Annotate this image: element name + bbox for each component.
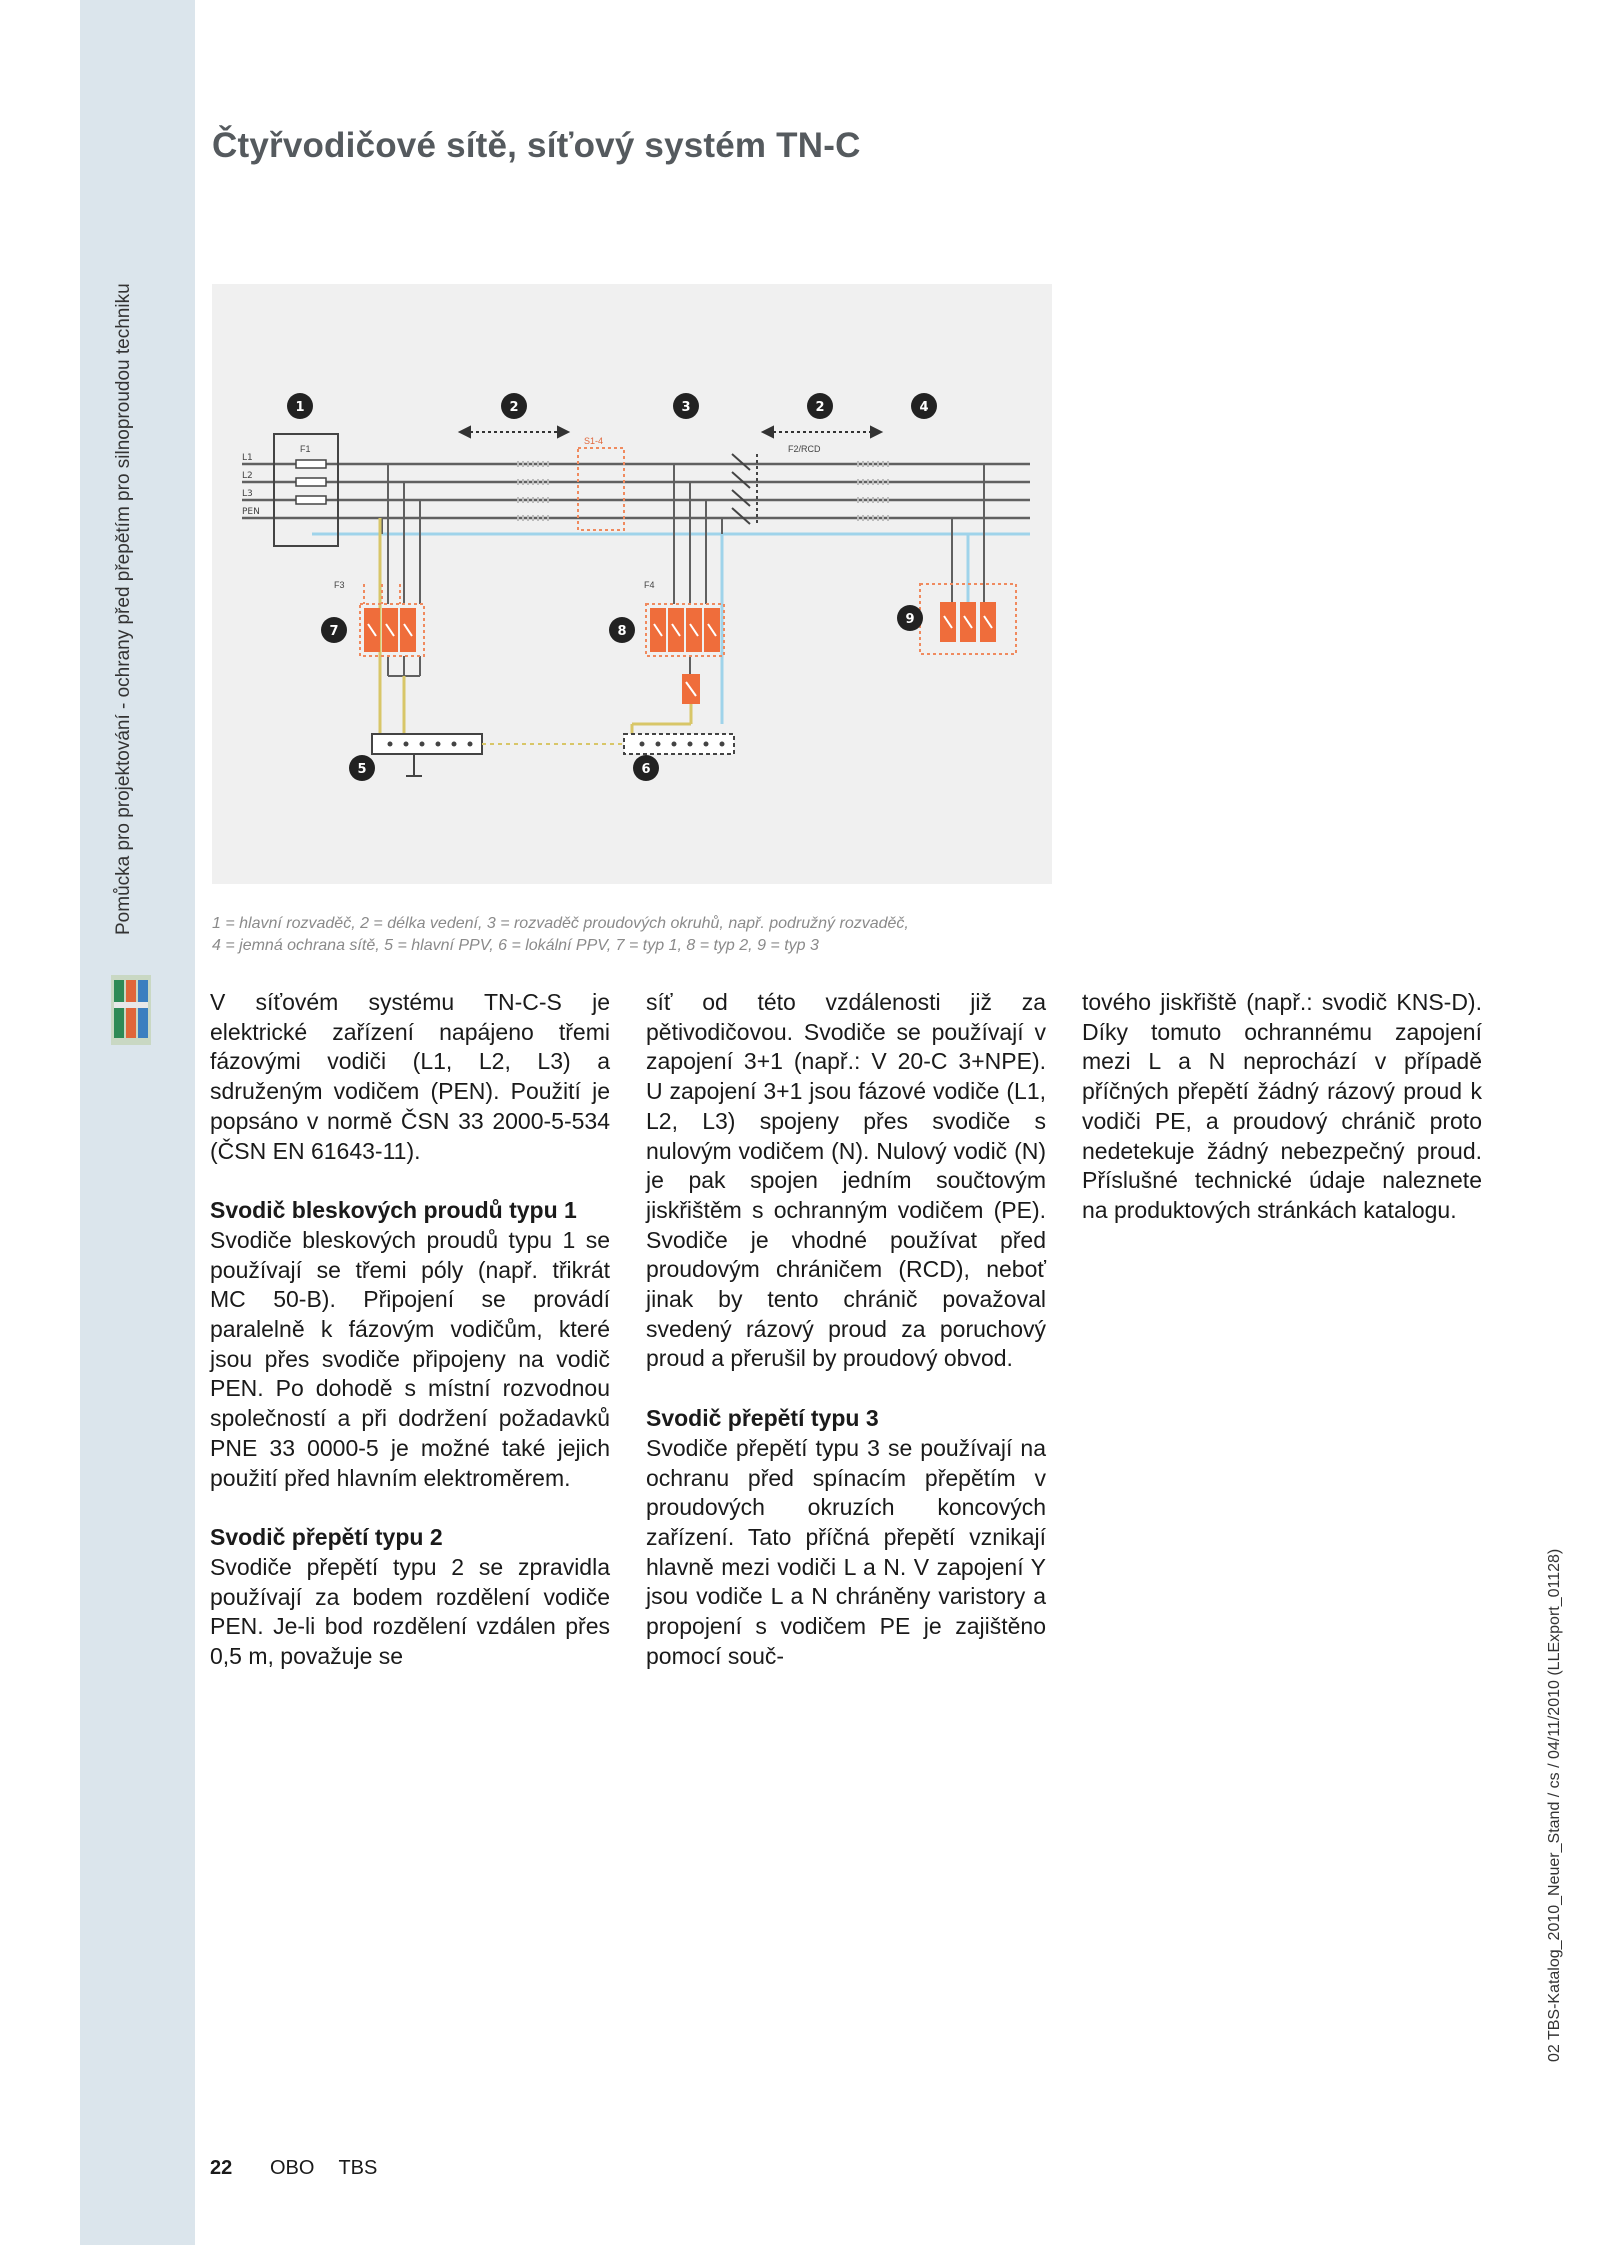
product-thumbnail-icon: [110, 972, 152, 1048]
svg-text:2: 2: [509, 400, 519, 415]
marker-1: [287, 393, 313, 419]
marker-5: [349, 755, 375, 781]
svg-text:3: 3: [681, 400, 691, 415]
svg-text:7: 7: [329, 624, 339, 639]
local-equipotential-bar: [624, 734, 734, 754]
label-pen: PEN: [242, 507, 260, 517]
marker-2b: [807, 393, 833, 419]
paragraph-type2-part2: síť od této vzdálenosti již za pětivodičovou. Svodiče se používají v zapojení 3+1 (např.: V 20-C 3+NPE). U zapojení 3+1 jsou fázové vodiče (L1, L2, L3) spojeny přes svodiče s nulovým vodičem (N). Nulový vodič (N) je pak spojen jedním součtovým jiskřištěm s ochranným vodičem (PE). Svodiče je vhodné používat před proudovým chráničem (RCD), neboť jinak by tento chránič považoval svedený rázový proud za poruchový proud a přerušil by proudový obvod.: [646, 989, 1046, 1372]
marker-2a: [501, 393, 527, 419]
side-band: [80, 0, 195, 2245]
label-f4: F4: [644, 580, 655, 590]
side-section-title: Pomůcka pro projektování - ochrany před přepětím pro silnoproudou techniku: [113, 283, 134, 935]
text-column-2: [646, 988, 1046, 1671]
supply-lines: [242, 464, 1030, 518]
svg-text:6: 6: [641, 762, 651, 777]
paragraph-type2-part1: Svodiče přepětí typu 2 se zpravidla používají za bodem rozdělení vodiče PEN. Je-li bod rozdělení vzdálen přes 0,5 m, považuje se: [210, 1553, 610, 1670]
paragraph-type3-part2: tového jiskřiště (např.: svodič KNS-D). Díky tomuto ochrannému zapojení mezi L a N neprochází v případě příčných přepětí žádný rázový proud k vodiči PE, a proudový chránič proto nedetekuje žádný nebezpečný proud. Příslušné technické údaje naleznete na produktových stránkách katalogu.: [1082, 989, 1482, 1223]
label-l1: L1: [242, 453, 253, 463]
marker-8: [609, 617, 635, 643]
page-number: 22: [210, 2157, 233, 2179]
label-s14: S1-4: [584, 436, 604, 446]
label-l3: L3: [242, 489, 253, 499]
marker-6: [633, 755, 659, 781]
heading-type2: Svodič přepětí typu 2: [210, 1524, 443, 1551]
brand-tbs: TBS: [338, 2157, 378, 2179]
footer-brand: [270, 2157, 401, 2180]
type2-arrester-block: [646, 604, 724, 704]
label-l2: L2: [242, 471, 253, 481]
svg-text:2: 2: [815, 400, 825, 415]
marker-3: [673, 393, 699, 419]
wiring-diagram-svg: [212, 284, 1052, 884]
marker-7: [321, 617, 347, 643]
fuse-block-f1: [296, 460, 326, 504]
marker-9: [897, 605, 923, 631]
type1-arrester-block: [360, 604, 424, 656]
text-column-3: [1082, 988, 1482, 1226]
brand-obo: OBO: [270, 2157, 315, 2179]
heading-type3: Svodič přepětí typu 3: [646, 1405, 879, 1432]
cable-length-left: [517, 464, 552, 518]
paragraph-type3-part1: Svodiče přepětí typu 3 se používají na ochranu před spínacím přepětím v proudových okruzích koncových zařízení. Tato příčná přepětí vznikají hlavně mezi vodiči L a N. V zapojení Y jsou vodiče L a N chráněny varistory a propojení s vodičem PE je zajištěno pomocí souč-: [646, 1434, 1046, 1669]
document-code: 02 TBS-Katalog_2010_Neuer_Stand / cs / 04/11/2010 (LLExport_01128): [1546, 1548, 1563, 2062]
heading-type1: Svodič bleskových proudů typu 1: [210, 1197, 577, 1224]
svg-text:4: 4: [919, 400, 929, 415]
length-arrows: [460, 427, 881, 437]
main-equipotential-bar: [372, 734, 482, 776]
marker-4: [911, 393, 937, 419]
label-f1: F1: [300, 444, 311, 454]
label-f3: F3: [334, 580, 345, 590]
figure-caption: [212, 913, 1092, 957]
svg-text:5: 5: [357, 762, 367, 777]
page-title: Čtyřvodičové sítě, síťový systém TN-C: [212, 126, 861, 165]
paragraph-type1: Svodiče bleskových proudů typu 1 se používají se třemi póly (např. třikrát MC 50-B). Připojení se provádí paralelně k fázovým vodičům, které jsou přes svodiče připojeny na vodič PEN. Po dohodě s místní rozvodnou společností a při dodržení požadavků PNE 33 0000-5 je možné také jejich použití před hlavním elektroměrem.: [210, 1226, 610, 1491]
svg-text:8: 8: [617, 624, 627, 639]
svg-text:1: 1: [295, 400, 305, 415]
cable-length-right: [857, 464, 892, 518]
svg-text:9: 9: [905, 612, 915, 627]
wiring-diagram: [212, 284, 1052, 884]
label-f2: F2/RCD: [788, 444, 821, 454]
intro-paragraph: V síťovém systému TN-C-S je elektrické zařízení napájeno třemi fázovými vodiči (L1, L2, L3) a sdruženým vodičem (PEN). Použití je popsáno v normě ČSN 33 2000-5-534 (ČSN EN 61643-11).: [210, 989, 610, 1164]
caption-line-1: 1 = hlavní rozvaděč, 2 = délka vedení, 3 = rozvaděč proudových okruhů, např. podružný rozvaděč,: [212, 915, 909, 932]
text-column-1: [210, 988, 610, 1672]
caption-line-2: 4 = jemná ochrana sítě, 5 = hlavní PPV, 6 = lokální PPV, 7 = typ 1, 8 = typ 2, 9 = typ 3: [212, 937, 819, 954]
